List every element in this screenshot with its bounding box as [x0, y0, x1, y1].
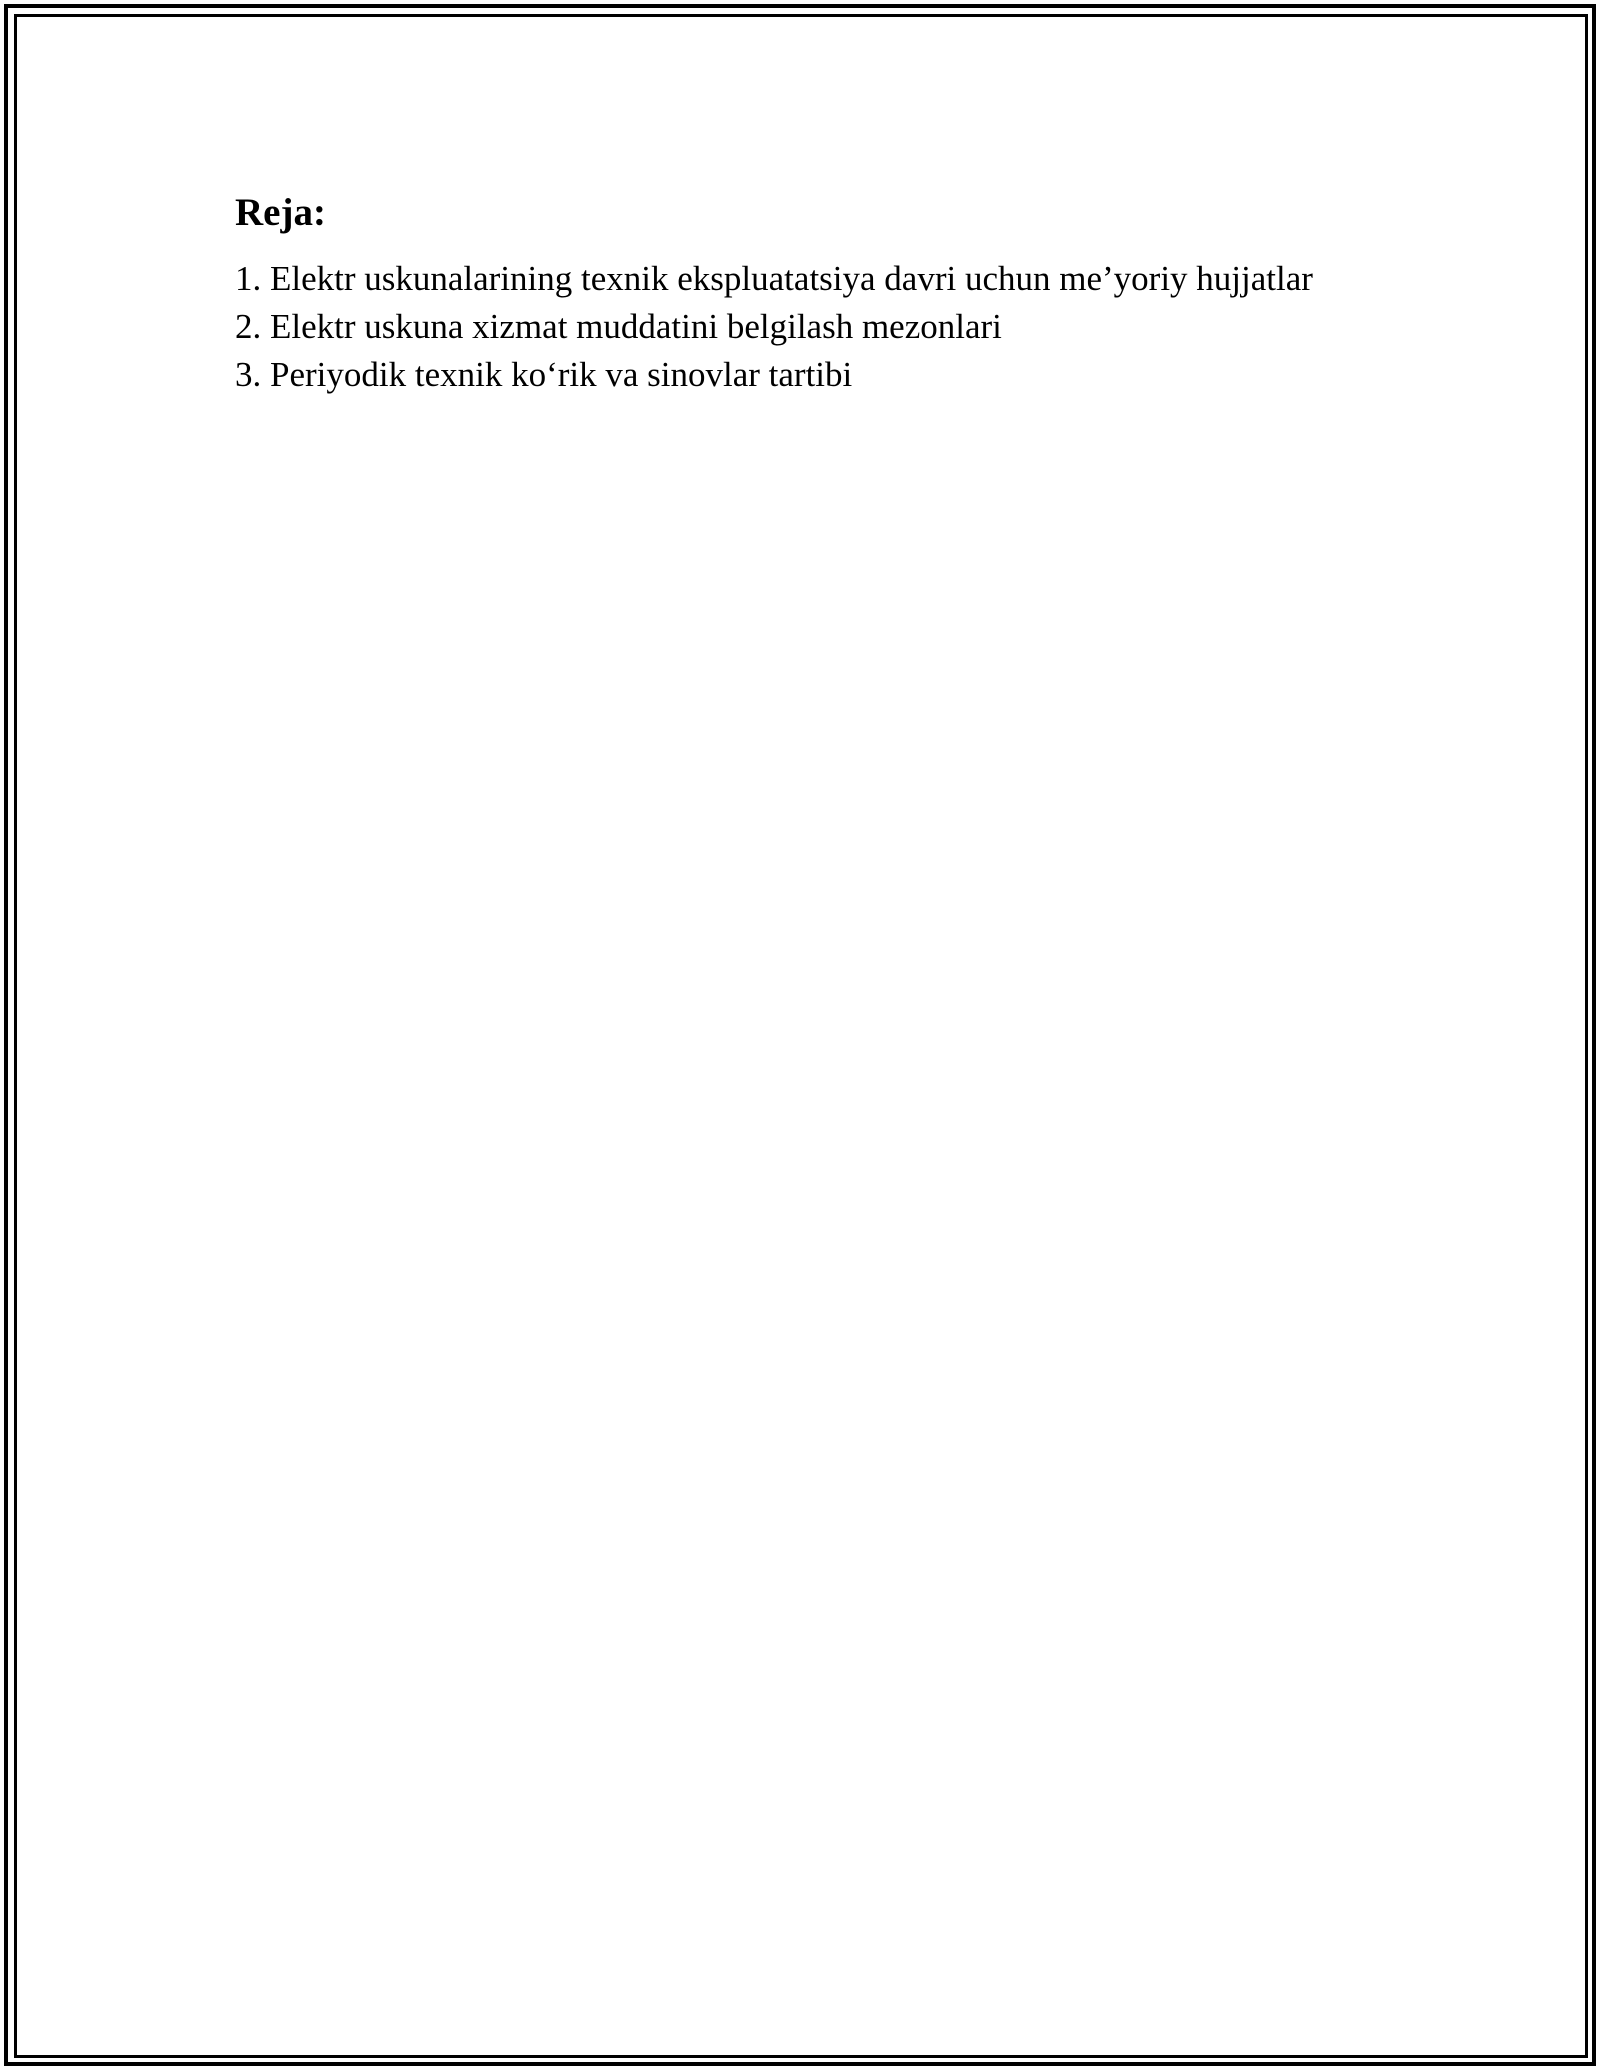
document-body [235, 185, 1435, 399]
plan-item-2: 2. Elektr uskuna xizmat muddatini belgilash mezonlari [235, 307, 1002, 346]
plan-item-3: 3. Periyodik texnik ko‘rik va sinovlar tartibi [235, 355, 853, 394]
plan-list [235, 255, 1435, 399]
plan-title: Reja: [235, 191, 326, 234]
plan-item-1: 1. Elektr uskunalarining texnik ekspluatatsiya davri uchun me’yoriy hujjatlar [235, 259, 1313, 298]
